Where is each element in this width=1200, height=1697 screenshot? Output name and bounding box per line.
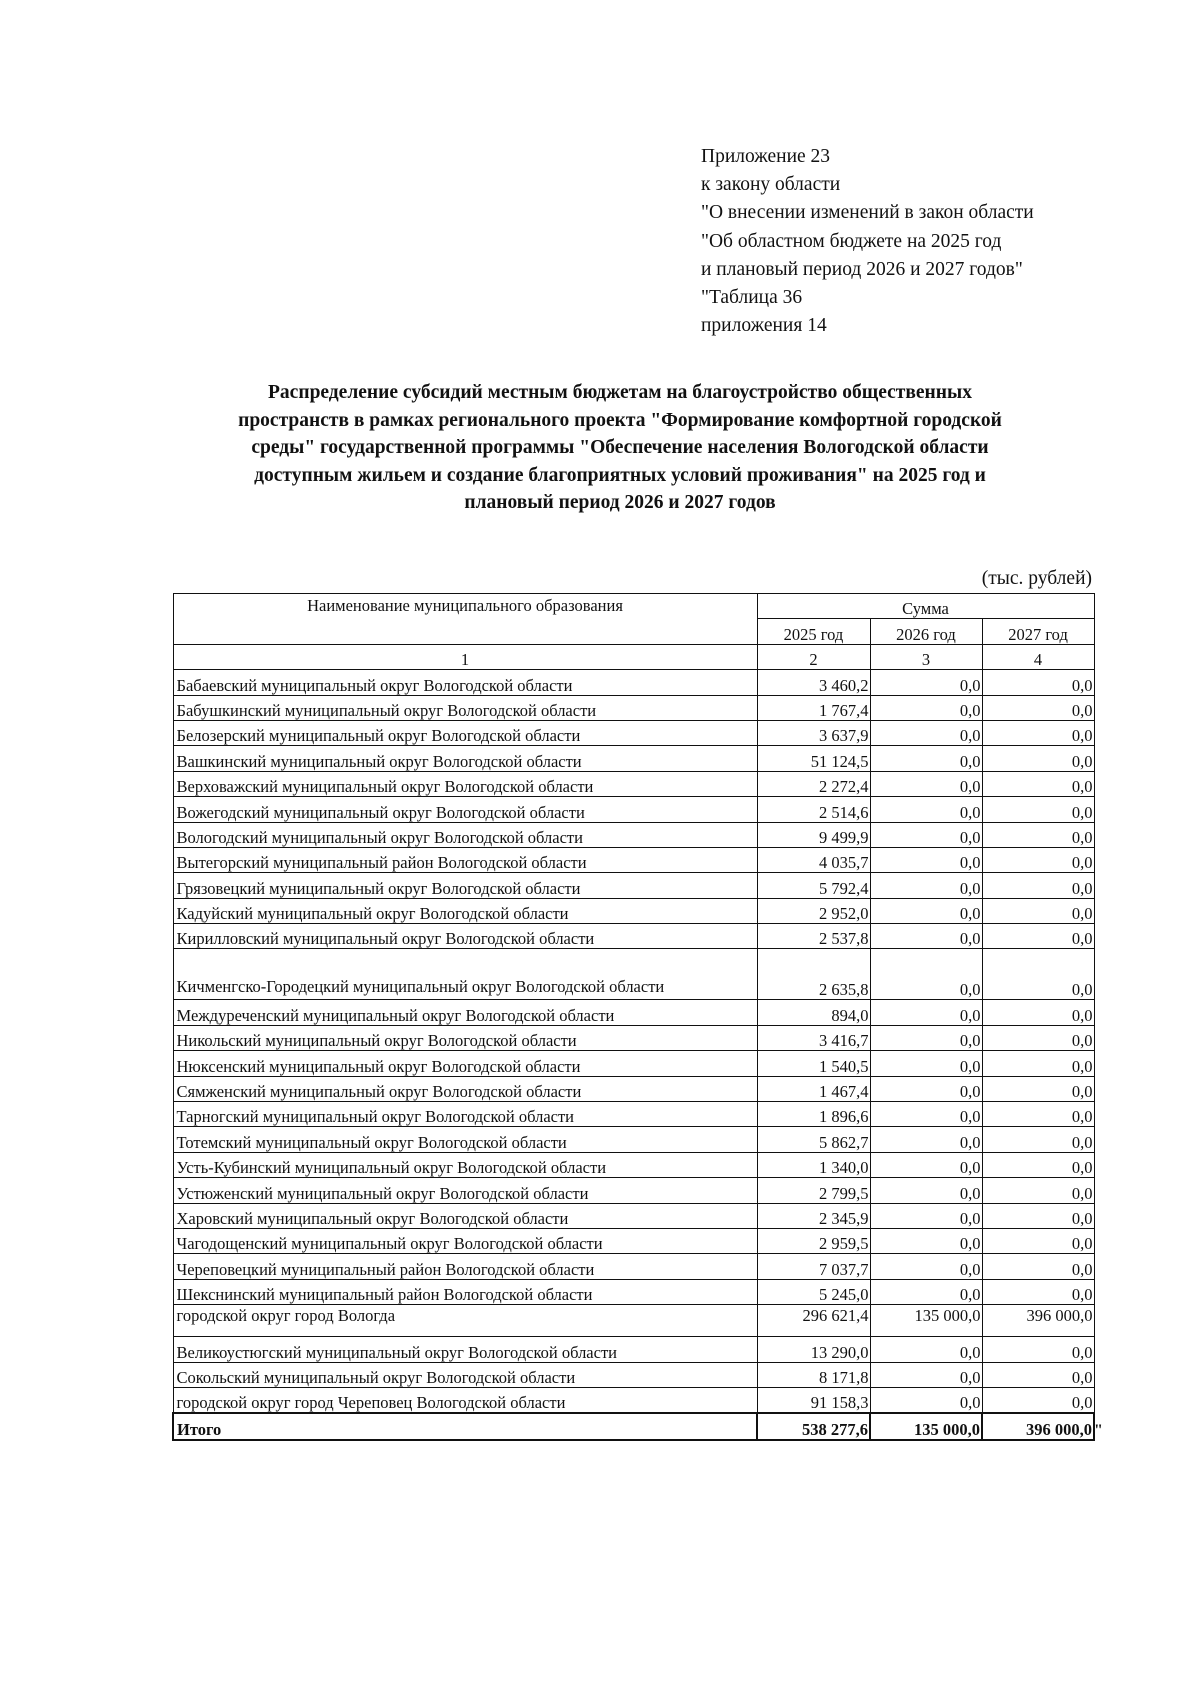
title-line: доступным жильем и создание благоприятных условий проживания" на 2025 год и — [254, 464, 986, 486]
total-row — [173, 1413, 1094, 1439]
amount-2027: 0,0 — [982, 1076, 1094, 1101]
total-2027: 396 000,0 — [982, 1413, 1094, 1439]
table-row — [173, 1387, 1094, 1413]
column-header-name: Наименование муниципального образования — [173, 594, 757, 645]
amount-2027: 0,0 — [982, 847, 1094, 872]
table-row — [173, 1127, 1094, 1152]
amount-2026: 0,0 — [870, 1254, 982, 1279]
amount-2025: 9 499,9 — [757, 822, 870, 847]
municipality-name: Кадуйский муниципальный округ Вологодской области — [173, 898, 757, 923]
table-row — [173, 746, 1094, 771]
amount-2025: 13 290,0 — [757, 1337, 870, 1362]
column-header-2027: 2027 год — [982, 619, 1094, 644]
municipality-name: городской округ город Вологда — [173, 1305, 757, 1337]
amount-2026: 0,0 — [870, 1387, 982, 1413]
table-row — [173, 1178, 1094, 1203]
amount-2026: 0,0 — [870, 1362, 982, 1387]
municipality-name: Вытегорский муниципальный район Вологодской области — [173, 847, 757, 872]
table-row — [173, 771, 1094, 796]
amount-2025: 2 345,9 — [757, 1203, 870, 1228]
amount-2027: 0,0 — [982, 1279, 1094, 1304]
amount-2027: 0,0 — [982, 670, 1094, 695]
amount-2027: 0,0 — [982, 1203, 1094, 1228]
amount-2027: 0,0 — [982, 949, 1094, 1000]
title-line: пространств в рамках регионального проекта "Формирование комфортной городской — [238, 409, 1002, 431]
amount-2025: 2 537,8 — [757, 924, 870, 949]
amount-2027: 0,0 — [982, 1127, 1094, 1152]
municipality-name: Белозерский муниципальный округ Вологодской области — [173, 720, 757, 745]
amount-2026: 0,0 — [870, 695, 982, 720]
amount-2025: 2 272,4 — [757, 771, 870, 796]
table-row — [173, 1051, 1094, 1076]
total-2026: 135 000,0 — [870, 1413, 982, 1439]
amount-2025: 894,0 — [757, 1000, 870, 1025]
title-line: Распределение субсидий местным бюджетам на благоустройство общественных — [268, 382, 972, 403]
amount-2026: 0,0 — [870, 746, 982, 771]
table-row — [173, 1025, 1094, 1050]
table-row — [173, 949, 1094, 1000]
amount-2027: 0,0 — [982, 746, 1094, 771]
title-line: среды" государственной программы "Обеспечение населения Вологодской области — [251, 437, 989, 458]
total-label: Итого — [173, 1413, 757, 1439]
total-2025: 538 277,6 — [757, 1413, 870, 1439]
municipality-name: Устюженский муниципальный округ Вологодской области — [173, 1178, 757, 1203]
table-row — [173, 873, 1094, 898]
table-row — [173, 1152, 1094, 1177]
municipality-name: Верховажский муниципальный округ Вологодской области — [173, 771, 757, 796]
amount-2025: 8 171,8 — [757, 1362, 870, 1387]
table-row — [173, 670, 1094, 695]
amount-2027: 396 000,0 — [982, 1305, 1094, 1337]
document-title — [160, 379, 1080, 517]
table-row — [173, 1362, 1094, 1387]
municipality-name: Харовский муниципальный округ Вологодской области — [173, 1203, 757, 1228]
municipality-name: Вожегодский муниципальный округ Вологодской области — [173, 797, 757, 822]
amount-2025: 5 792,4 — [757, 873, 870, 898]
amount-2027: 0,0 — [982, 822, 1094, 847]
amount-2025: 1 340,0 — [757, 1152, 870, 1177]
amount-2025: 3 460,2 — [757, 670, 870, 695]
amount-2026: 0,0 — [870, 720, 982, 745]
amount-2026: 0,0 — [870, 873, 982, 898]
table-row — [173, 695, 1094, 720]
municipality-name: Нюксенский муниципальный округ Вологодской области — [173, 1051, 757, 1076]
amount-2026: 0,0 — [870, 1203, 982, 1228]
column-number: 4 — [982, 644, 1094, 669]
amount-2025: 2 952,0 — [757, 898, 870, 923]
amount-2026: 0,0 — [870, 1337, 982, 1362]
amount-2026: 0,0 — [870, 1228, 982, 1253]
municipality-name: Вологодский муниципальный округ Вологодской области — [173, 822, 757, 847]
amount-2027: 0,0 — [982, 924, 1094, 949]
header-line: Приложение 23 — [701, 146, 831, 167]
table-row — [173, 898, 1094, 923]
amount-2027: 0,0 — [982, 1025, 1094, 1050]
amount-2026: 0,0 — [870, 847, 982, 872]
amount-2027: 0,0 — [982, 1102, 1094, 1127]
municipality-name: Тотемский муниципальный округ Вологодской области — [173, 1127, 757, 1152]
header-line: "О внесении изменений в закон области — [701, 202, 1034, 224]
amount-2026: 0,0 — [870, 924, 982, 949]
amount-2026: 0,0 — [870, 771, 982, 796]
table-row — [173, 1203, 1094, 1228]
column-number: 1 — [173, 644, 757, 669]
table-row — [173, 847, 1094, 872]
amount-2026: 0,0 — [870, 1102, 982, 1127]
municipality-name: Чагодощенский муниципальный округ Вологодской области — [173, 1228, 757, 1253]
amount-2026: 0,0 — [870, 1025, 982, 1050]
amount-2027: 0,0 — [982, 1228, 1094, 1253]
header-line: приложения 14 — [701, 315, 827, 337]
column-header-sum: Сумма — [757, 594, 1094, 619]
header-line: "Таблица 36 — [701, 287, 803, 309]
municipality-name: городской округ город Череповец Вологодской области — [173, 1387, 757, 1413]
municipality-name: Усть-Кубинский муниципальный округ Вологодской области — [173, 1152, 757, 1177]
units-label: (тыс. рублей) — [981, 568, 1092, 589]
subsidy-table — [172, 593, 1095, 1441]
column-header-2026: 2026 год — [870, 619, 982, 644]
column-number: 2 — [757, 644, 870, 669]
amount-2025: 7 037,7 — [757, 1254, 870, 1279]
amount-2027: 0,0 — [982, 797, 1094, 822]
amount-2027: 0,0 — [982, 1178, 1094, 1203]
amount-2026: 0,0 — [870, 1178, 982, 1203]
amount-2027: 0,0 — [982, 873, 1094, 898]
municipality-name: Шекснинский муниципальный район Вологодской области — [173, 1279, 757, 1304]
amount-2027: 0,0 — [982, 1000, 1094, 1025]
table-row — [173, 1228, 1094, 1253]
table-row — [173, 1337, 1094, 1362]
header-line: к закону области — [701, 174, 841, 196]
title-line: плановый период 2026 и 2027 годов — [464, 492, 776, 513]
table-row — [173, 924, 1094, 949]
amount-2025: 5 245,0 — [757, 1279, 870, 1304]
municipality-name: Бабаевский муниципальный округ Вологодской области — [173, 670, 757, 695]
amount-2025: 3 637,9 — [757, 720, 870, 745]
amount-2026: 0,0 — [870, 797, 982, 822]
amount-2025: 1 767,4 — [757, 695, 870, 720]
amount-2026: 0,0 — [870, 949, 982, 1000]
amount-2025: 51 124,5 — [757, 746, 870, 771]
table-row — [173, 720, 1094, 745]
amount-2025: 5 862,7 — [757, 1127, 870, 1152]
amount-2025: 91 158,3 — [757, 1387, 870, 1413]
amount-2025: 2 799,5 — [757, 1178, 870, 1203]
amount-2025: 1 896,6 — [757, 1102, 870, 1127]
amount-2025: 1 467,4 — [757, 1076, 870, 1101]
table-row — [173, 822, 1094, 847]
table-body — [173, 670, 1094, 1414]
amount-2025: 4 035,7 — [757, 847, 870, 872]
column-number: 3 — [870, 644, 982, 669]
municipality-name: Кирилловский муниципальный округ Вологодской области — [173, 924, 757, 949]
municipality-name: Кичменгско-Городецкий муниципальный округ Вологодской области — [173, 949, 757, 1000]
amount-2026: 0,0 — [870, 1000, 982, 1025]
table-row — [173, 1254, 1094, 1279]
header-line: "Об областном бюджете на 2025 год — [701, 230, 1002, 252]
municipality-name: Череповецкий муниципальный район Вологодской области — [173, 1254, 757, 1279]
appendix-header — [701, 143, 1141, 340]
table-row — [173, 1279, 1094, 1304]
amount-2025: 2 635,8 — [757, 949, 870, 1000]
amount-2027: 0,0 — [982, 1152, 1094, 1177]
municipality-name: Бабушкинский муниципальный округ Вологодской области — [173, 695, 757, 720]
municipality-name: Вашкинский муниципальный округ Вологодской области — [173, 746, 757, 771]
table-row — [173, 1000, 1094, 1025]
table-row — [173, 1076, 1094, 1101]
amount-2027: 0,0 — [982, 1337, 1094, 1362]
table-row — [173, 797, 1094, 822]
amount-2026: 0,0 — [870, 670, 982, 695]
municipality-name: Великоустюгский муниципальный округ Вологодской области — [173, 1337, 757, 1362]
amount-2027: 0,0 — [982, 1362, 1094, 1387]
amount-2026: 0,0 — [870, 1127, 982, 1152]
amount-2027: 0,0 — [982, 1254, 1094, 1279]
amount-2025: 1 540,5 — [757, 1051, 870, 1076]
amount-2027: 0,0 — [982, 771, 1094, 796]
amount-2026: 0,0 — [870, 822, 982, 847]
amount-2025: 2 959,5 — [757, 1228, 870, 1253]
municipality-name: Никольский муниципальный округ Вологодской области — [173, 1025, 757, 1050]
amount-2026: 0,0 — [870, 1076, 982, 1101]
amount-2027: 0,0 — [982, 720, 1094, 745]
amount-2026: 0,0 — [870, 1152, 982, 1177]
amount-2026: 0,0 — [870, 1051, 982, 1076]
closing-quote: " — [1094, 1422, 1103, 1439]
municipality-name: Сокольский муниципальный округ Вологодской области — [173, 1362, 757, 1387]
amount-2027: 0,0 — [982, 898, 1094, 923]
amount-2025: 2 514,6 — [757, 797, 870, 822]
amount-2027: 0,0 — [982, 1387, 1094, 1413]
amount-2026: 135 000,0 — [870, 1305, 982, 1337]
amount-2027: 0,0 — [982, 695, 1094, 720]
table-row — [173, 1305, 1094, 1337]
amount-2026: 0,0 — [870, 1279, 982, 1304]
municipality-name: Междуреченский муниципальный округ Вологодской области — [173, 1000, 757, 1025]
municipality-name: Сямженский муниципальный округ Вологодской области — [173, 1076, 757, 1101]
table-row — [173, 1102, 1094, 1127]
amount-2025: 3 416,7 — [757, 1025, 870, 1050]
municipality-name: Грязовецкий муниципальный округ Вологодской области — [173, 873, 757, 898]
amount-2025: 296 621,4 — [757, 1305, 870, 1337]
amount-2026: 0,0 — [870, 898, 982, 923]
header-line: и плановый период 2026 и 2027 годов" — [701, 258, 1023, 280]
amount-2027: 0,0 — [982, 1051, 1094, 1076]
column-header-2025: 2025 год — [757, 619, 870, 644]
municipality-name: Тарногский муниципальный округ Вологодской области — [173, 1102, 757, 1127]
